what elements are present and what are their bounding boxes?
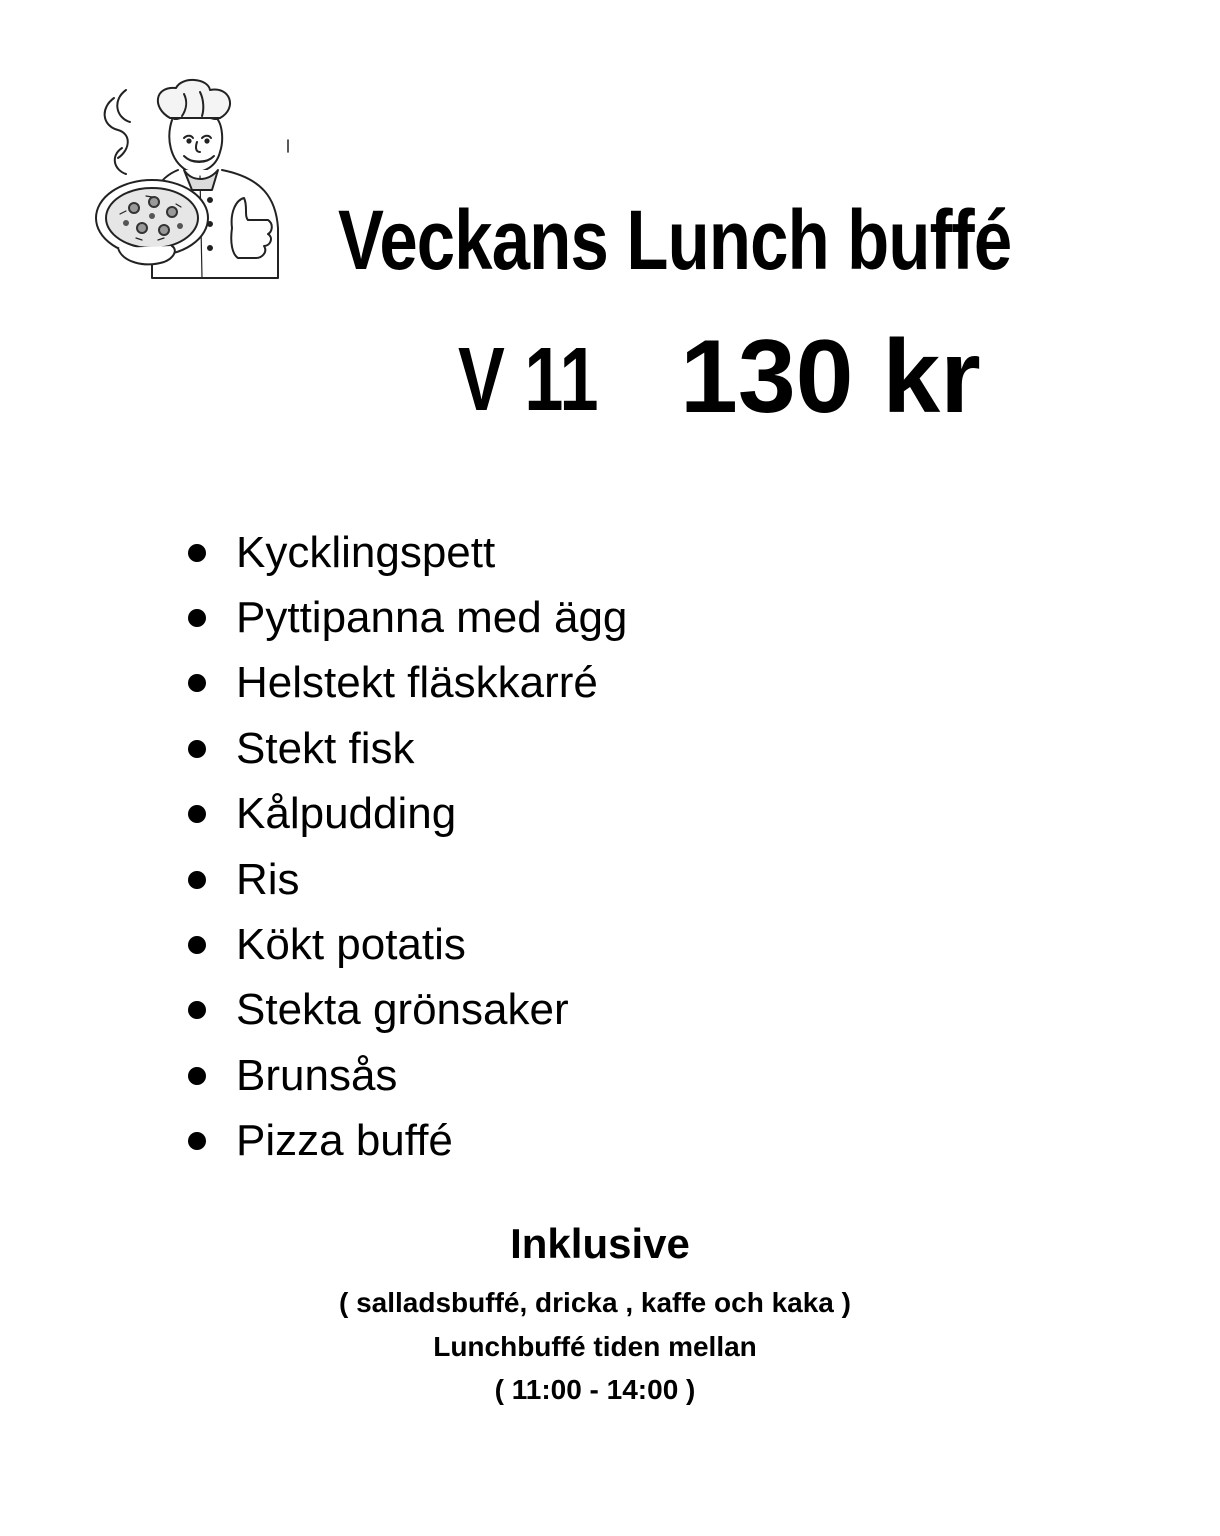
- list-item: [186, 912, 627, 977]
- bullet-icon: [188, 936, 206, 954]
- hours-label: Lunchbuffé tiden mellan: [433, 1331, 757, 1362]
- list-item: [186, 847, 627, 912]
- bullet-icon: [188, 544, 206, 562]
- includes-text: ( salladsbuffé, dricka , kaffe och kaka ): [339, 1287, 851, 1318]
- menu-item-label: Ris: [236, 854, 300, 904]
- list-item: [186, 716, 627, 781]
- bullet-icon: [188, 871, 206, 889]
- list-item: [186, 585, 627, 650]
- menu-item-label: Kålpudding: [236, 789, 457, 839]
- inklusive-heading: Inklusive: [510, 1220, 690, 1267]
- page-title: Veckans Lunch buffé: [338, 193, 1012, 287]
- list-item: [186, 520, 627, 585]
- list-item: [186, 978, 627, 1043]
- bullet-icon: [188, 1132, 206, 1150]
- list-item: [186, 782, 627, 847]
- bullet-icon: [188, 805, 206, 823]
- list-item: [186, 1109, 627, 1174]
- hours-text: ( 11:00 - 14:00 ): [494, 1374, 696, 1405]
- list-item: [186, 651, 627, 716]
- list-item: [186, 1043, 627, 1108]
- menu-list: [186, 520, 627, 1174]
- chef-with-pizza-icon: [92, 78, 292, 296]
- week-number: V 11: [458, 330, 599, 430]
- bullet-icon: [188, 740, 206, 758]
- price-label: 130 kr: [680, 319, 981, 435]
- menu-item-label: Kökt potatis: [236, 920, 466, 970]
- bullet-icon: [188, 674, 206, 692]
- bullet-icon: [188, 1001, 206, 1019]
- menu-item-label: Pyttipanna med ägg: [236, 593, 628, 643]
- menu-item-label: Pizza buffé: [236, 1116, 453, 1166]
- menu-item-label: Stekt fisk: [236, 723, 415, 773]
- menu-item-label: Helstekt fläskkarré: [236, 658, 598, 708]
- bullet-icon: [188, 609, 206, 627]
- menu-item-label: Brunsås: [236, 1050, 398, 1100]
- menu-item-label: Kycklingspett: [236, 527, 496, 577]
- menu-item-label: Stekta grönsaker: [236, 985, 569, 1035]
- bullet-icon: [188, 1067, 206, 1085]
